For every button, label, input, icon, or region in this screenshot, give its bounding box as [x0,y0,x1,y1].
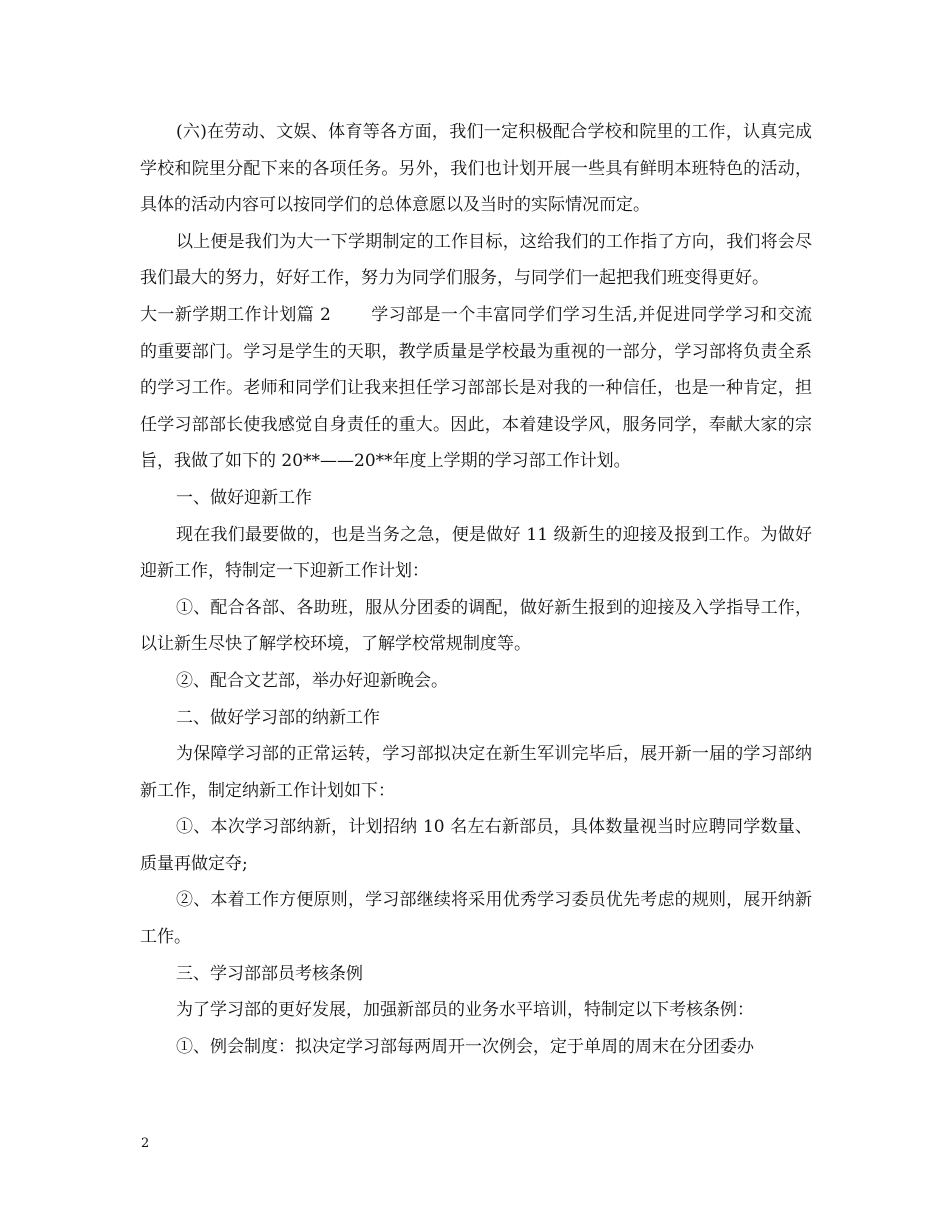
heading-welcome-work: 一、做好迎新工作 [176,487,312,508]
page-number: 2 [141,1136,150,1151]
paragraph-plan-2-text: 学习部是一个丰富同学们学习生活,并促进同学学习和交流的重要部门。学习是学生的天职，教学质量是学校最为重视的一部分，学习部将负责全系的学习工作。老师和同学们让我来担任学习部部长是对我的一种信任，也是一种肯定，担任学习部部长使我感觉自身责任的重大。因此，本着建设学风，服务同学，奉献大家的宗旨，我做了如下的 20**——20**年度上学期的学习部工作计划。 [140,304,812,472]
heading-recruitment: 二、做好学习部的纳新工作 [176,707,380,728]
paragraph-labor-activities: (六)在劳动、文娱、体育等各方面，我们一定积极配合学校和院里的工作，认真完成学校和院里分配下来的各项任务。另外，我们也计划开展一些具有鲜明本班特色的活动，具体的活动内容可以按同学们的总体意愿以及当时的实际情况而定。 [140,122,812,216]
document-body [140,114,812,1065]
paragraph-recruitment-intro: 为保障学习部的正常运转，学习部拟决定在新生军训完毕后，展开新一届的学习部纳新工作，制定纳新工作计划如下： [140,744,812,801]
section-heading-plan-2: 大一新学期工作计划篇 2 [140,304,331,325]
list-item-welcome-2: ②、配合文艺部，举办好迎新晚会。 [176,670,448,691]
list-item-welcome-1: ①、配合各部、各助班，服从分团委的调配，做好新生报到的迎接及入学指导工作，以让新生尽快了解学校环境，了解学校常规制度等。 [140,597,812,655]
heading-assessment: 三、学习部部员考核条例 [176,963,363,984]
paragraph-welcome-intro: 现在我们最要做的，也是当务之急，便是做好 11 级新生的迎接及报到工作。为做好迎新工作，特制定一下迎新工作计划： [140,524,812,582]
paragraph-summary: 以上便是我们为大一下学期制定的工作目标，这给我们的工作指了方向，我们将会尽我们最大的努力，好好工作，努力为同学们服务，与同学们一起把我们班变得更好。 [140,231,812,289]
list-item-recruitment-2: ②、本着工作方便原则，学习部继续将采用优秀学习委员优先考虑的规则，展开纳新工作。 [140,890,812,948]
paragraph-plan-2-intro [140,297,812,480]
paragraph-assessment-intro: 为了学习部的更好发展，加强新部员的业务水平培训，特制定以下考核条例： [176,1000,754,1021]
list-item-recruitment-1: ①、本次学习部纳新，计划招纳 10 名左右新部员，具体数量视当时应聘同学数量、质量再做定夺; [140,817,812,874]
list-item-assessment-1: ①、例会制度：拟决定学习部每两周开一次例会，定于单周的周末在分团委办 [176,1036,754,1057]
